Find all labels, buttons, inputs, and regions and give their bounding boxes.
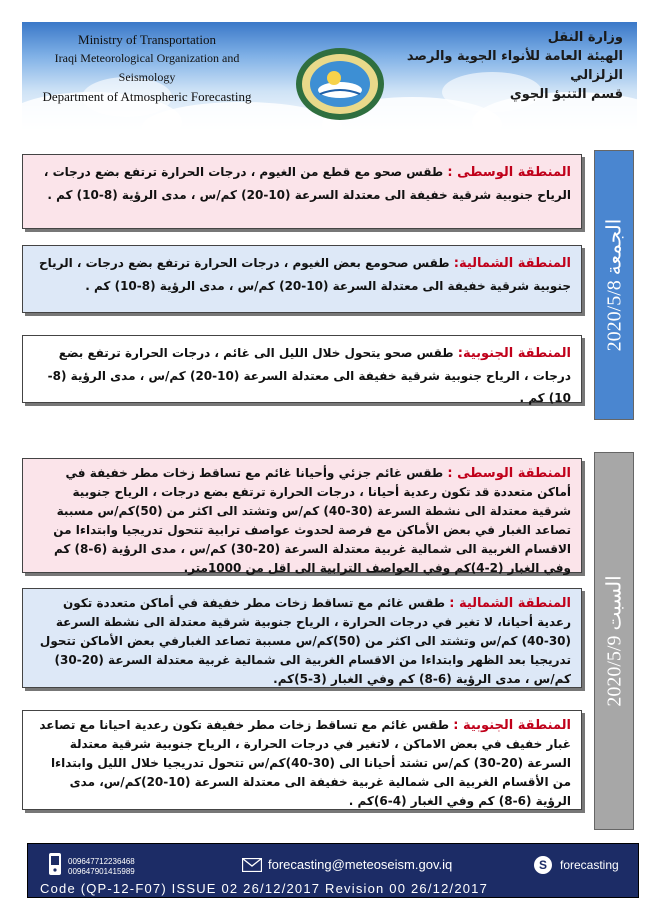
region-title: المنطقة الشمالية : xyxy=(449,596,571,611)
day1-forecast-central xyxy=(22,154,582,229)
day2-date-label: السبت 2020/5/9 xyxy=(603,575,626,707)
header-english xyxy=(32,30,262,106)
day1-date-label: الجمعة 2020/5/8 xyxy=(603,218,626,352)
region-title: المنطقة الجنوبية: xyxy=(457,346,571,361)
skype-handle[interactable]: forecasting xyxy=(560,858,619,872)
forecast-text: طقس صحو مع قطع من الغيوم ، درجات الحرارة ترتفع بضع درجات ، الرياح جنوبية شرقية خفيفة الى معتدلة السرعة (10-20) كم/س ، مدى الرؤية (8-10) كم . xyxy=(43,165,571,202)
day1-forecast-north xyxy=(22,245,582,313)
forecast-text: طقس غائم مع تساقط زخات مطر خفيفة في أماكن متعددة تكون رعدية أحيانا، لا تغير في درجات الحرارة ، الرياح جنوبية شرقية معتدلة الى نشطة السرعة (30-40) كم/س وتشتد الى اكثر من (50)كم/س مسببة تصاعد الغبارفي بعض الأماكن تتحول تدريجيا بعد الظهر وابتداءا من الاقسام الغربية الى شمالية غربية معتدلة السرعة (20-30) كم/س ، مدى الرؤية (6-8) كم وفي الغبار (3-5)كم. xyxy=(39,596,571,686)
organization-name-ar: الهيئة العامة للأنواء الجوية والرصد الزلزالي xyxy=(406,49,623,83)
email-address[interactable]: forecasting@meteoseism.gov.iq xyxy=(268,857,453,872)
day2-forecast-north xyxy=(22,588,582,688)
phone-number-2: 009647901415989 xyxy=(68,867,135,876)
phone-numbers xyxy=(68,857,135,877)
forecast-text: طقس غائم جزئي وأحيانا غائم مع تساقط زخات مطر خفيفة في أماكن متعددة قد تكون رعدية أحيانا ، درجات الحرارة ترتفع بضع درجات ، الرياح جنوبية شرقية معتدلة الى نشطة السرعة (30-40) كم/س وتشتد الى اكثر من (50)كم/س مسببة تصاعد الغبار في بعض الأماكن مع فرصة لحدوث عواصف ترابية تتحول تدريجيا وابتداءا من الاقسام الغربية الى شمالية غربية معتدلة السرعة (20-30) كم/س ، مدى الرؤية (6-8) كم وفي الغبار (2-4)كم وفي العواصف الترابية الى اقل من 1000متر. xyxy=(53,466,571,575)
day1-forecast-south xyxy=(22,335,582,403)
day2-forecast-south xyxy=(22,710,582,810)
ministry-name-ar: وزارة النقل xyxy=(547,30,623,45)
document-code-line: Code (QP-12-F07) ISSUE 02 26/12/2017 Revision 00 26/12/2017 xyxy=(40,881,489,896)
day1-date-bar xyxy=(594,150,634,420)
organization-name: Iraqi Meteorological Organization and Seismology xyxy=(54,51,240,84)
ministry-name: Ministry of Transportation xyxy=(78,32,216,47)
department-name: Department of Atmospheric Forecasting xyxy=(42,89,252,104)
forecast-text: طقس غائم مع تساقط زخات مطر خفيفة تكون رعدية احيانا مع تصاعد غبار خفيف في بعض الاماكن ، لاتغير في درجات الحرارة ، الرياح جنوبية شرقية معتدلة السرعة (20-30) كم/س تشتد أحيانا الى (30-40)كم/س تتحول تدريجيا خلال الليل وابتداءا من الأقسام الغربية الى شمالية غربية خفيفة الى معتدلة السرعة (10-20)كم/س، مدى الرؤية (6-8) كم وفي الغبار (4-6)كم . xyxy=(39,718,571,808)
phone-icon xyxy=(48,852,62,876)
department-name-ar: قسم التنبؤ الجوي xyxy=(509,87,623,102)
email-icon xyxy=(242,858,262,872)
page-header xyxy=(22,22,637,134)
phone-number-1: 009647712236468 xyxy=(68,857,135,866)
region-title: المنطقة الجنوبية : xyxy=(453,718,571,733)
skype-icon: S xyxy=(534,856,552,874)
page-footer xyxy=(27,843,639,898)
region-title: المنطقة الوسطى : xyxy=(447,165,571,180)
day2-forecast-central xyxy=(22,458,582,573)
region-title: المنطقة الوسطى : xyxy=(447,466,571,481)
header-arabic xyxy=(393,28,623,104)
forecast-text: طقس صحومع بعض الغيوم ، درجات الحرارة ترتفع بضع درجات ، الرياح جنوبية شرقية خفيفة الى معتدلة السرعة (10-20) كم/س ، مدى الرؤية (8-10) كم . xyxy=(38,256,571,293)
day2-date-bar xyxy=(594,452,634,830)
region-title: المنطقة الشمالية: xyxy=(453,256,571,271)
organization-logo xyxy=(294,46,386,122)
forecast-text: طقس صحو يتحول خلال الليل الى غائم ، درجات الحرارة ترتفع بضع درجات ، الرياح جنوبية شرقية خفيفة الى معتدلة السرعة (10-20) كم/س ، مدى الرؤية (8-10) كم . xyxy=(47,346,571,405)
